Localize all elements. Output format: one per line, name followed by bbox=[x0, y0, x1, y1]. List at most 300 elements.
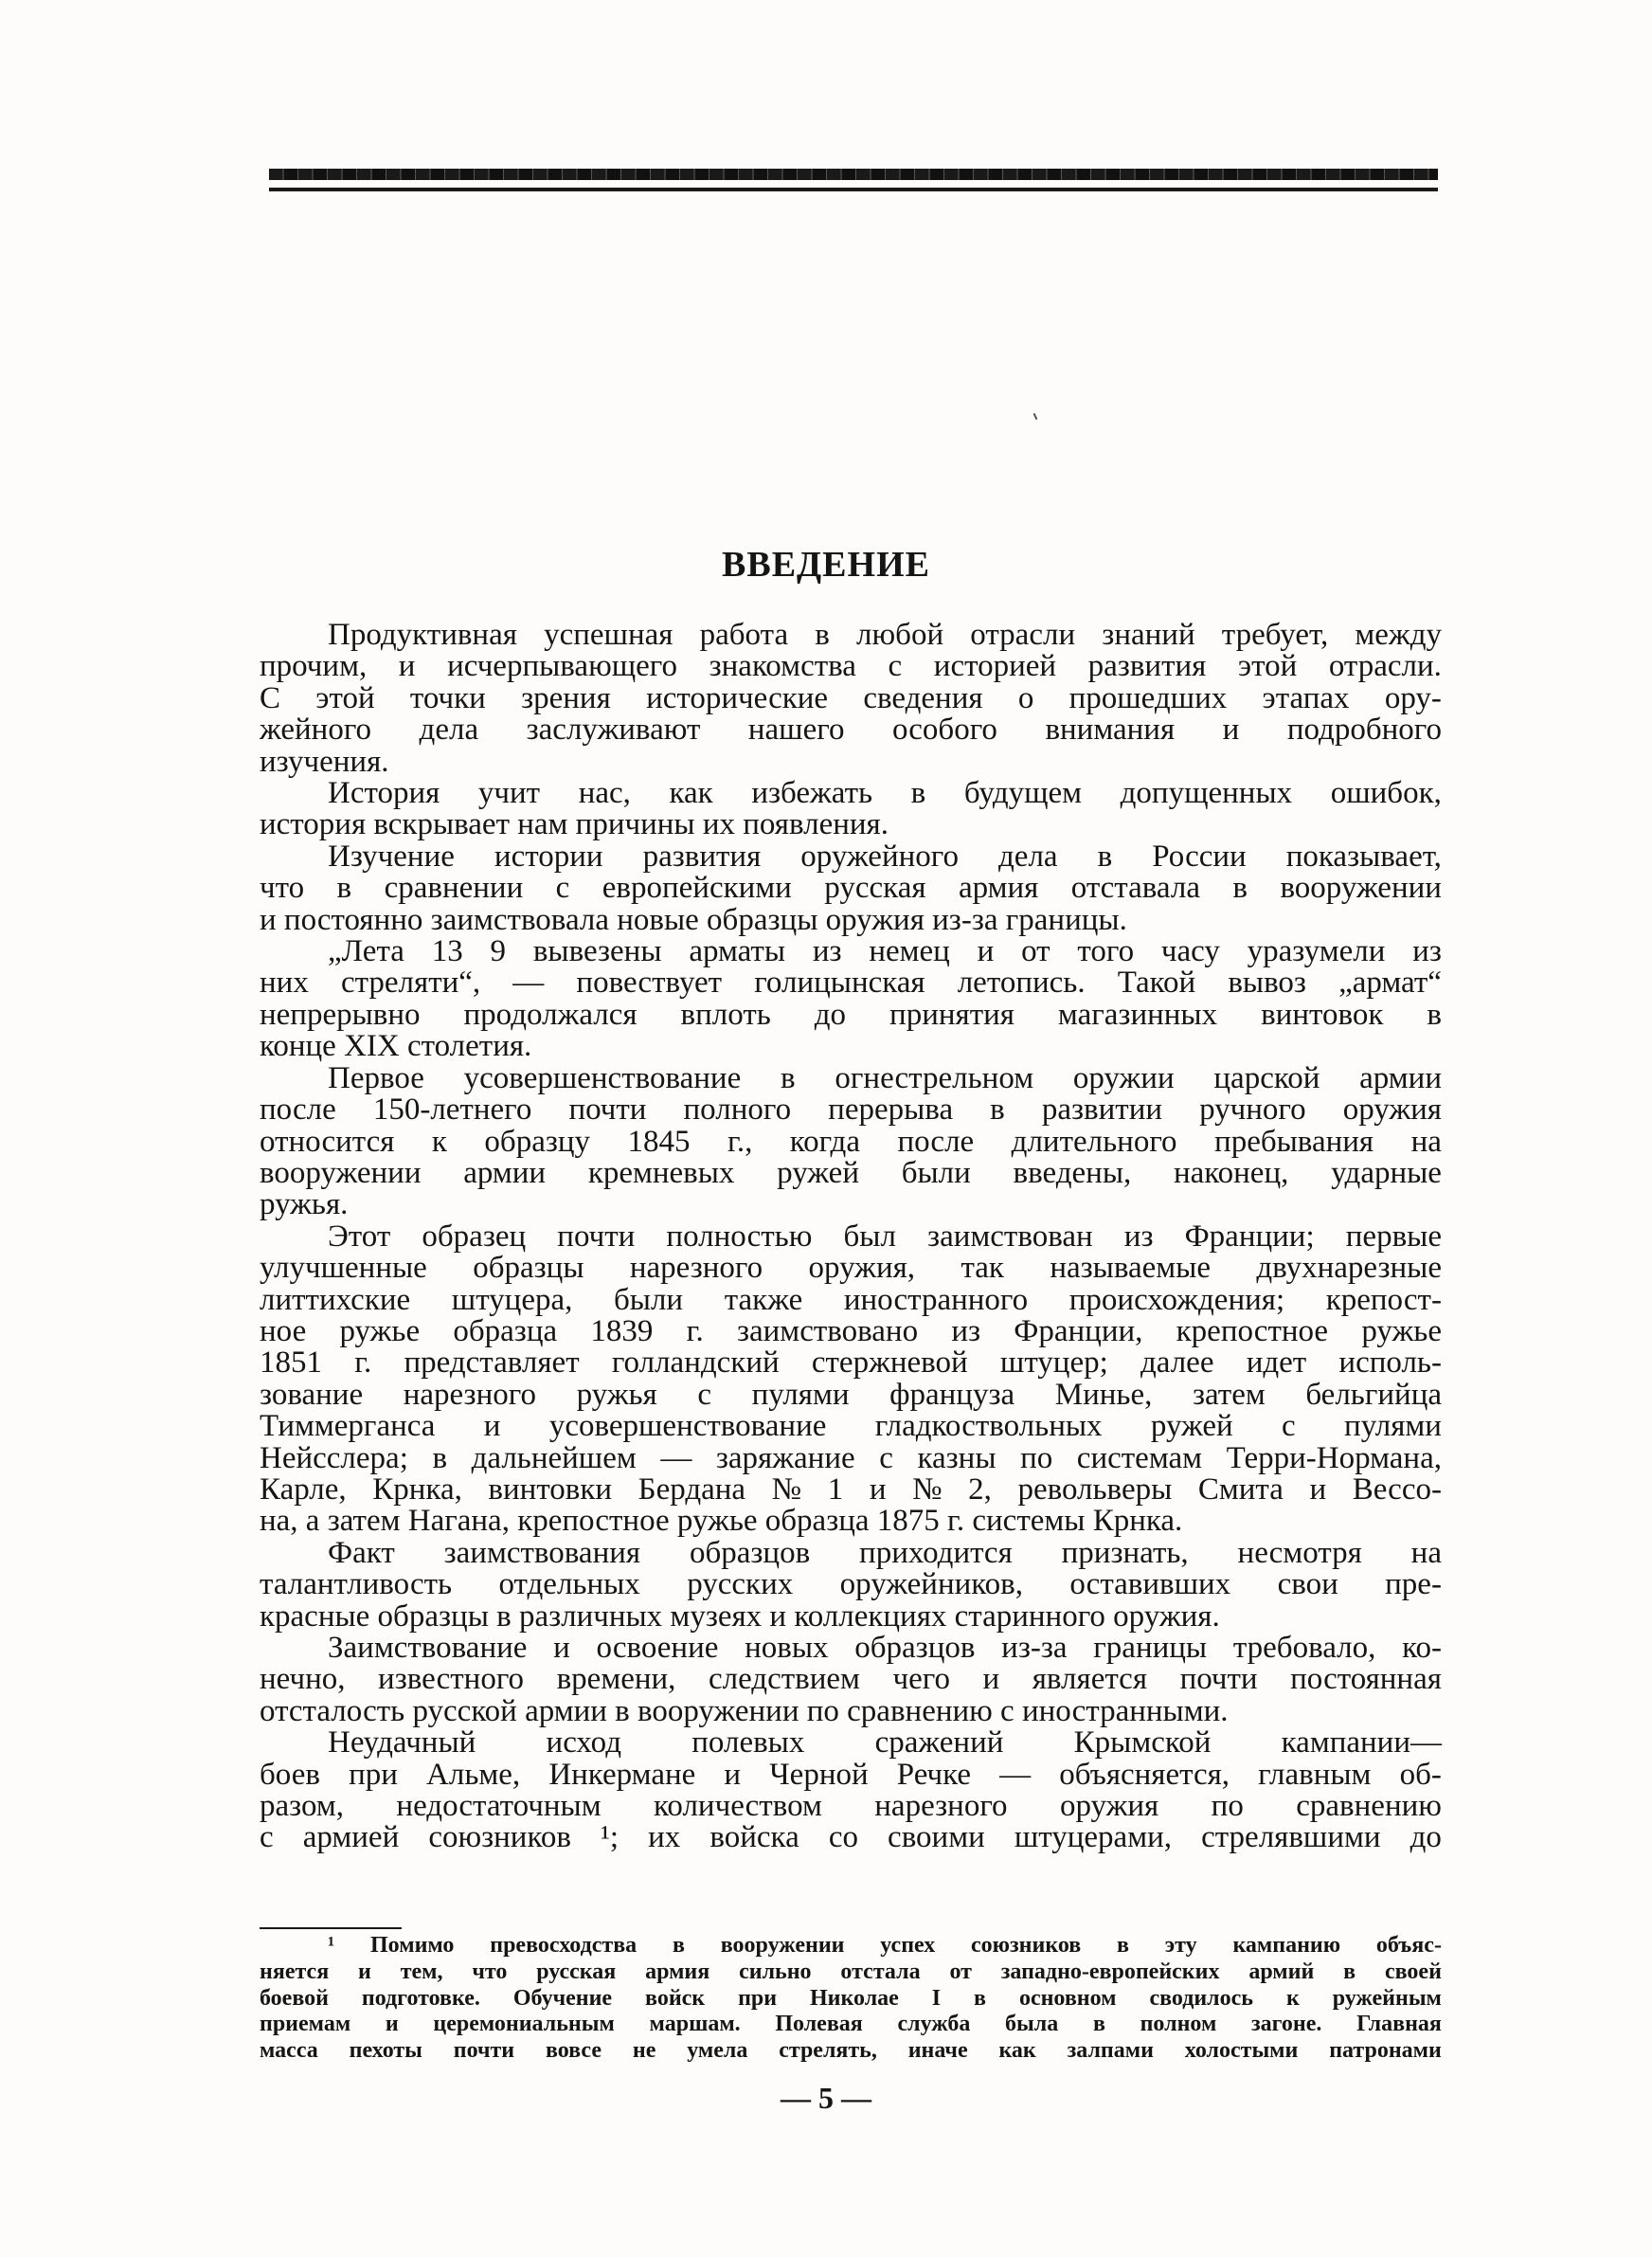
lines-word: признать, bbox=[1061, 1535, 1189, 1570]
lines-word: в bbox=[336, 871, 352, 906]
footnote-word: в bbox=[1343, 1959, 1356, 1984]
footnote-word: полном bbox=[1140, 2012, 1217, 2037]
lines-word: избежать bbox=[751, 776, 873, 811]
lines-word: Бердана bbox=[637, 1472, 746, 1507]
lines-word: История bbox=[328, 776, 440, 811]
footnote-word: Полевая bbox=[775, 2012, 863, 2037]
lines-line-text: ружья. bbox=[260, 1187, 349, 1222]
lines-word: крепостное bbox=[1176, 1313, 1329, 1348]
lines-word: далее bbox=[1140, 1345, 1214, 1381]
lines-word: непрерывно bbox=[260, 997, 421, 1032]
footnote-word: объяс- bbox=[1375, 1933, 1442, 1958]
lines-word: С bbox=[260, 680, 281, 715]
lines-word: войска bbox=[709, 1820, 799, 1855]
lines-word: кампании— bbox=[1281, 1725, 1442, 1760]
lines-word: исчерпывающего bbox=[447, 649, 678, 684]
footnote-word: что bbox=[472, 1959, 508, 1984]
lines-word: допущенных bbox=[1120, 776, 1293, 811]
lines-word: системам bbox=[1076, 1440, 1203, 1475]
lines-word: Черной bbox=[769, 1757, 869, 1792]
footnote-word: умела bbox=[687, 2038, 748, 2064]
lines-word: — bbox=[999, 1757, 1032, 1792]
lines-word: ружье bbox=[1361, 1313, 1442, 1348]
lines-line bbox=[260, 809, 1442, 840]
lines-word: Терри-Нормана, bbox=[1226, 1440, 1442, 1475]
lines-word: Альме, bbox=[426, 1757, 521, 1792]
lines-line bbox=[260, 620, 1442, 651]
lines-word: Изучение bbox=[328, 839, 455, 874]
lines-word: внимания bbox=[1045, 713, 1176, 748]
lines-word: 13 bbox=[431, 934, 463, 969]
lines-word: точки bbox=[409, 680, 486, 715]
lines-word: почти bbox=[557, 1219, 636, 1254]
lines-line bbox=[260, 1221, 1442, 1253]
lines-word: прошедших bbox=[1068, 680, 1228, 715]
lines-word: винтовок bbox=[1261, 997, 1384, 1032]
lines-line-text: конце XIX столетия. bbox=[260, 1029, 532, 1064]
lines-line bbox=[260, 902, 1442, 937]
lines-word: развития bbox=[1087, 649, 1207, 684]
lines-word: подробного bbox=[1286, 713, 1442, 748]
page-number: — 5 — bbox=[781, 2081, 871, 2115]
lines-word: ручного bbox=[1199, 1092, 1306, 1128]
lines-word: этапах bbox=[1262, 680, 1350, 715]
lines-word: этой bbox=[315, 680, 375, 715]
lines-word: Неудачный bbox=[328, 1725, 476, 1760]
lines-word: от bbox=[1021, 934, 1050, 969]
lines-word: Этот bbox=[328, 1219, 391, 1254]
lines-word: дела bbox=[419, 713, 479, 748]
footnote-word: в bbox=[974, 1985, 987, 2011]
lines-word: армии bbox=[463, 1155, 547, 1190]
lines-word: длительного bbox=[1011, 1124, 1177, 1159]
lines-line bbox=[260, 1822, 1442, 1853]
lines-word: оружия bbox=[1342, 1092, 1442, 1128]
footnote-word: и bbox=[358, 1959, 371, 1984]
lines-word: показывает, bbox=[1285, 839, 1442, 874]
lines-word: требовало, bbox=[1232, 1631, 1376, 1665]
lines-word: нарезного bbox=[874, 1789, 1008, 1824]
lines-word: с bbox=[697, 1377, 711, 1412]
footnote-rule bbox=[260, 1927, 402, 1929]
footnote-word: загоне. bbox=[1250, 2012, 1322, 2037]
lines-word: несмотря bbox=[1237, 1535, 1362, 1570]
lines-word: продолжался bbox=[463, 997, 637, 1032]
header-ornament-rule bbox=[269, 169, 1438, 180]
lines-word: г. bbox=[686, 1313, 704, 1348]
lines-word: оружия, bbox=[808, 1251, 916, 1286]
lines-word: ружей bbox=[777, 1155, 859, 1190]
lines-word: ошибок, bbox=[1330, 776, 1442, 811]
lines-word: и bbox=[977, 934, 995, 969]
lines-word: их bbox=[648, 1820, 681, 1855]
lines-word: дальнейшем bbox=[471, 1440, 637, 1475]
lines-line bbox=[260, 1727, 1442, 1759]
lines-word: огнестрельном bbox=[835, 1060, 1034, 1095]
print-speck bbox=[1033, 413, 1038, 420]
lines-word: крепост- bbox=[1325, 1282, 1442, 1317]
footnote-word: войск bbox=[645, 1985, 706, 2011]
lines-word: улучшенные bbox=[260, 1251, 427, 1286]
lines-word: к bbox=[431, 1124, 447, 1159]
lines-word: стреляти“, bbox=[340, 966, 481, 1001]
lines-line bbox=[260, 1253, 1442, 1284]
footnote-word: при bbox=[738, 1985, 778, 2011]
lines-word: зрения bbox=[521, 680, 611, 715]
lines-word: заслуживают bbox=[526, 713, 701, 748]
lines-word: перерыва bbox=[828, 1092, 954, 1128]
lines-word: Смита bbox=[1197, 1472, 1284, 1507]
lines-word: границы bbox=[1093, 1631, 1208, 1665]
footnote-word: ружейным bbox=[1332, 1985, 1442, 2011]
lines-word: называемые bbox=[1050, 1251, 1211, 1286]
lines-word: бельгийца bbox=[1305, 1377, 1442, 1412]
lines-word: пре- bbox=[1385, 1567, 1442, 1602]
lines-word: до bbox=[1410, 1820, 1442, 1855]
footnote-word: холостыми bbox=[1184, 2038, 1299, 2064]
lines-word: усовершенствование bbox=[548, 1409, 827, 1444]
lines-word: знакомства bbox=[709, 649, 856, 684]
lines-word: в bbox=[990, 1092, 1005, 1128]
footnote-word: стрелять, bbox=[779, 2038, 877, 2064]
lines-word: развитии bbox=[1041, 1092, 1163, 1128]
lines-line bbox=[260, 680, 1442, 715]
lines-word: и bbox=[869, 1472, 887, 1507]
lines-word: были bbox=[614, 1282, 684, 1317]
lines-word: образца bbox=[453, 1313, 558, 1348]
lines-word: полностью bbox=[666, 1219, 813, 1254]
lines-word: магазинных bbox=[1057, 997, 1218, 1032]
lines-word: армии bbox=[1359, 1060, 1442, 1095]
lines-word: России bbox=[1152, 839, 1247, 874]
footnote-word: армия bbox=[645, 1959, 710, 1984]
lines-word: Факт bbox=[328, 1535, 395, 1570]
footnote-word: приемам bbox=[260, 2012, 351, 2037]
lines-word: Продуктивная bbox=[328, 618, 517, 652]
footnote-word: русская bbox=[536, 1959, 617, 1984]
lines-word: заряжание bbox=[715, 1440, 855, 1475]
lines-word: Нейсслера; bbox=[260, 1440, 408, 1475]
lines-word: 1 bbox=[827, 1472, 844, 1507]
lines-word: ударные bbox=[1331, 1155, 1442, 1190]
lines-word: до bbox=[814, 997, 847, 1032]
lines-word: Такой bbox=[1117, 966, 1196, 1001]
lines-word: с bbox=[1282, 1409, 1296, 1444]
lines-word: 2, bbox=[968, 1472, 992, 1507]
footnote-word: няется bbox=[260, 1959, 330, 1984]
lines-line bbox=[260, 1757, 1442, 1792]
lines-word: следствием bbox=[708, 1662, 860, 1697]
footnote-word: от bbox=[949, 1959, 972, 1984]
lines-word: приходится bbox=[859, 1535, 1013, 1570]
lines-word: образцов bbox=[854, 1631, 976, 1665]
lines-word: в bbox=[432, 1440, 448, 1475]
lines-line bbox=[260, 936, 1442, 967]
lines-word: почти bbox=[1179, 1662, 1258, 1697]
lines-word: русская bbox=[824, 871, 926, 906]
lines-word: в bbox=[1427, 997, 1442, 1032]
lines-line-text: на, а затем Нагана, крепостное ружье образца 1875 г. системы Крнка. bbox=[260, 1504, 1183, 1539]
lines-line bbox=[260, 841, 1442, 873]
lines-word: иностранного bbox=[843, 1282, 1029, 1317]
lines-word: европейскими bbox=[602, 871, 792, 906]
lines-word: из bbox=[1123, 1219, 1154, 1254]
lines-word: отрасли bbox=[970, 618, 1076, 652]
lines-line bbox=[260, 967, 1442, 999]
lines-word: также bbox=[724, 1282, 803, 1317]
lines-word: сражений bbox=[874, 1725, 1004, 1760]
lines-word: голландский bbox=[611, 1345, 780, 1381]
footnote-word: боевой bbox=[260, 1985, 329, 2011]
footnote-text bbox=[260, 1933, 1442, 2065]
lines-word: заимствовано bbox=[736, 1313, 919, 1348]
lines-word: известного bbox=[378, 1662, 525, 1697]
lines-word: так bbox=[961, 1251, 1004, 1286]
lines-word: недостаточным bbox=[396, 1789, 602, 1824]
lines-word: оружии bbox=[1072, 1060, 1175, 1095]
lines-word: пребывания bbox=[1214, 1124, 1374, 1159]
lines-word: отдельных bbox=[498, 1567, 640, 1602]
lines-word: из-за bbox=[1001, 1631, 1068, 1665]
lines-word: 9 bbox=[490, 934, 507, 969]
lines-line bbox=[260, 1693, 1442, 1728]
lines-word: Крнка, bbox=[372, 1472, 462, 1507]
lines-line bbox=[260, 1031, 1442, 1062]
footnote-word: пехоты bbox=[349, 2038, 422, 2064]
lines-word: № bbox=[771, 1472, 802, 1507]
lines-word: является bbox=[1032, 1662, 1148, 1697]
lines-line bbox=[260, 1598, 1442, 1634]
lines-word: работа bbox=[699, 618, 789, 652]
lines-word: — bbox=[512, 966, 545, 1001]
lines-word: отрасли. bbox=[1328, 649, 1442, 684]
lines-word: особого bbox=[891, 713, 997, 748]
lines-word: — bbox=[660, 1440, 692, 1475]
footnote-word: I bbox=[931, 1985, 942, 2011]
lines-word: союзников bbox=[428, 1820, 571, 1855]
footnote-word: армий bbox=[1248, 1959, 1315, 1984]
lines-word: ружья bbox=[576, 1377, 657, 1412]
lines-word: и bbox=[483, 1409, 501, 1444]
lines-line bbox=[260, 744, 1442, 779]
lines-word: „Лета bbox=[328, 934, 404, 969]
lines-word: талантливость bbox=[260, 1567, 453, 1602]
lines-word: заимствования bbox=[443, 1535, 641, 1570]
lines-word: и bbox=[1309, 1472, 1327, 1507]
lines-word: ружье bbox=[339, 1313, 421, 1348]
lines-word: разом, bbox=[260, 1789, 344, 1824]
lines-word: наконец, bbox=[1173, 1155, 1289, 1190]
lines-word: г. bbox=[354, 1345, 372, 1381]
footnote-word: Главная bbox=[1356, 2012, 1442, 2037]
lines-word: прочим, bbox=[260, 649, 368, 684]
lines-line bbox=[260, 714, 1442, 746]
lines-word: штуцер; bbox=[999, 1345, 1108, 1381]
lines-word: с bbox=[879, 1440, 893, 1475]
lines-word: и bbox=[398, 649, 416, 684]
lines-word: требует, bbox=[1221, 618, 1329, 652]
lines-word: гладкоствольных bbox=[874, 1409, 1103, 1444]
lines-word: на bbox=[1410, 1124, 1442, 1159]
footnote-word: отстала bbox=[840, 1959, 921, 1984]
lines-word: нарезного bbox=[403, 1377, 536, 1412]
lines-word: двухнарезные bbox=[1256, 1251, 1442, 1286]
footnote-word: тем, bbox=[400, 1959, 443, 1984]
lines-word: чего bbox=[892, 1662, 950, 1697]
lines-line bbox=[260, 1535, 1442, 1570]
lines-word: часу bbox=[1160, 934, 1220, 969]
lines-word: из bbox=[812, 934, 842, 969]
lines-word: с bbox=[888, 649, 903, 684]
footnote-line bbox=[260, 2012, 1442, 2038]
footnote-line bbox=[260, 1959, 1442, 1986]
lines-word: первые bbox=[1345, 1219, 1442, 1254]
footnote-word: Николае bbox=[810, 1985, 899, 2011]
lines-word: введены, bbox=[1013, 1155, 1132, 1190]
footnote-word: западно-европейских bbox=[1000, 1959, 1220, 1984]
lines-word: Карле, bbox=[260, 1472, 347, 1507]
lines-line bbox=[260, 1347, 1442, 1379]
lines-word: армией bbox=[302, 1820, 400, 1855]
lines-word: литтихские bbox=[260, 1282, 411, 1317]
footnote-word: ¹ bbox=[328, 1933, 335, 1958]
lines-word: своими bbox=[888, 1820, 985, 1855]
lines-line-text: история вскрывает нам причины их появления. bbox=[260, 807, 889, 842]
lines-word: вплоть bbox=[680, 997, 771, 1032]
footnote-word: была bbox=[1005, 2012, 1059, 2037]
lines-word: главным bbox=[1258, 1757, 1372, 1792]
lines-word: затем bbox=[1192, 1377, 1266, 1412]
lines-word: нас, bbox=[578, 776, 631, 811]
lines-word: объясняется, bbox=[1059, 1757, 1230, 1792]
lines-word: образцов bbox=[689, 1535, 811, 1570]
lines-word: любой bbox=[856, 618, 944, 652]
lines-word: полного bbox=[683, 1092, 792, 1128]
footnote-line bbox=[260, 1986, 1442, 2013]
lines-word: вывоз bbox=[1228, 966, 1306, 1001]
footnote-word: почти bbox=[453, 2038, 515, 2064]
lines-line bbox=[260, 1313, 1442, 1348]
lines-word: вывезены bbox=[532, 934, 662, 969]
lines-word: представляет bbox=[404, 1345, 580, 1381]
lines-word: того bbox=[1077, 934, 1135, 969]
lines-line bbox=[260, 997, 1442, 1032]
lines-word: немец bbox=[869, 934, 950, 969]
lines-word: нарезного bbox=[629, 1251, 763, 1286]
lines-word: оставивших bbox=[1069, 1567, 1231, 1602]
footnote-word: эту bbox=[1164, 1933, 1197, 1958]
lines-word: вооружении bbox=[1280, 871, 1442, 906]
lines-line bbox=[260, 1791, 1442, 1822]
lines-word: будущем bbox=[963, 776, 1083, 811]
lines-line bbox=[260, 651, 1442, 682]
lines-line bbox=[260, 1377, 1442, 1412]
lines-word: когда bbox=[789, 1124, 860, 1159]
lines-word: по bbox=[1211, 1789, 1244, 1824]
lines-word: по bbox=[1020, 1440, 1053, 1475]
footnote-word: масса bbox=[260, 2038, 318, 2064]
lines-word: образец bbox=[422, 1219, 527, 1254]
lines-word: заимствован bbox=[927, 1219, 1093, 1254]
footnote-word: сильно bbox=[739, 1959, 812, 1984]
footnote-word: вооружении bbox=[720, 1933, 845, 1958]
lines-word: жейного bbox=[260, 713, 372, 748]
lines-line bbox=[260, 1664, 1442, 1695]
lines-word: царской bbox=[1213, 1060, 1320, 1095]
lines-word: между bbox=[1355, 618, 1442, 652]
lines-word: после bbox=[897, 1124, 975, 1159]
lines-word: русских bbox=[687, 1567, 794, 1602]
lines-word: и bbox=[724, 1757, 742, 1792]
footnote-word: не bbox=[632, 2038, 656, 2064]
footnote-word: в bbox=[1092, 2012, 1105, 2037]
lines-word: штуцера, bbox=[451, 1282, 573, 1317]
lines-word: оружейников, bbox=[839, 1567, 1023, 1602]
lines-word: нашего bbox=[747, 713, 845, 748]
lines-word: сравнении bbox=[384, 871, 524, 906]
lines-line bbox=[260, 1633, 1442, 1664]
lines-word: оружейного bbox=[800, 839, 959, 874]
lines-word: идет bbox=[1246, 1345, 1307, 1381]
lines-word: армия bbox=[958, 871, 1039, 906]
footnote-word: в bbox=[672, 1933, 685, 1958]
footnote-word: залпами bbox=[1067, 2038, 1154, 2064]
lines-line bbox=[260, 1474, 1442, 1506]
lines-word: зование bbox=[260, 1377, 364, 1412]
footnote-word: подготовке. bbox=[361, 1985, 480, 2011]
lines-word: образцы bbox=[473, 1251, 584, 1286]
lines-word: с bbox=[260, 1820, 274, 1855]
lines-word: 150-летнего bbox=[372, 1092, 532, 1128]
lines-word: и bbox=[1222, 713, 1240, 748]
lines-word: Вессо- bbox=[1352, 1472, 1442, 1507]
lines-word: летопись. bbox=[957, 966, 1086, 1001]
lines-word: голицынская bbox=[754, 966, 925, 1001]
lines-word: исторические bbox=[646, 680, 829, 715]
lines-line bbox=[260, 1282, 1442, 1317]
lines-word: образцу bbox=[484, 1124, 591, 1159]
lines-word: дела bbox=[998, 839, 1058, 874]
lines-line-text: и постоянно заимствовала новые образцы оружия из-за границы. bbox=[260, 902, 1127, 937]
lines-word: ко- bbox=[1402, 1631, 1442, 1665]
footnote-word: иначе bbox=[907, 2038, 968, 2064]
lines-word: времени, bbox=[556, 1662, 676, 1697]
lines-word: Первое bbox=[328, 1060, 424, 1095]
lines-line bbox=[260, 1094, 1442, 1126]
lines-line bbox=[260, 1569, 1442, 1600]
footnote-word: к bbox=[1285, 1985, 1300, 2011]
lines-word: ору- bbox=[1384, 680, 1442, 715]
lines-word: уразумели bbox=[1247, 934, 1386, 969]
lines-word: стрелявшими bbox=[1201, 1820, 1381, 1855]
lines-word: при bbox=[349, 1757, 398, 1792]
lines-line bbox=[260, 1411, 1442, 1442]
lines-word: был bbox=[843, 1219, 896, 1254]
lines-line bbox=[260, 1060, 1442, 1095]
lines-word: в bbox=[815, 618, 830, 652]
lines-word: исход bbox=[546, 1725, 622, 1760]
lines-word: происхождения; bbox=[1068, 1282, 1285, 1317]
lines-line-text: отсталость русской армии в вооружении по сравнению с иностранными. bbox=[260, 1693, 1229, 1728]
lines-word: из bbox=[1412, 934, 1442, 969]
footnote-word: основном bbox=[1018, 1985, 1117, 2011]
lines-word: казны bbox=[917, 1440, 997, 1475]
footnote-word: как bbox=[998, 2038, 1036, 2064]
lines-word: Речке bbox=[896, 1757, 971, 1792]
footnote-word: вовсе bbox=[545, 2038, 602, 2064]
lines-word: историей bbox=[933, 649, 1057, 684]
lines-line bbox=[260, 873, 1442, 904]
